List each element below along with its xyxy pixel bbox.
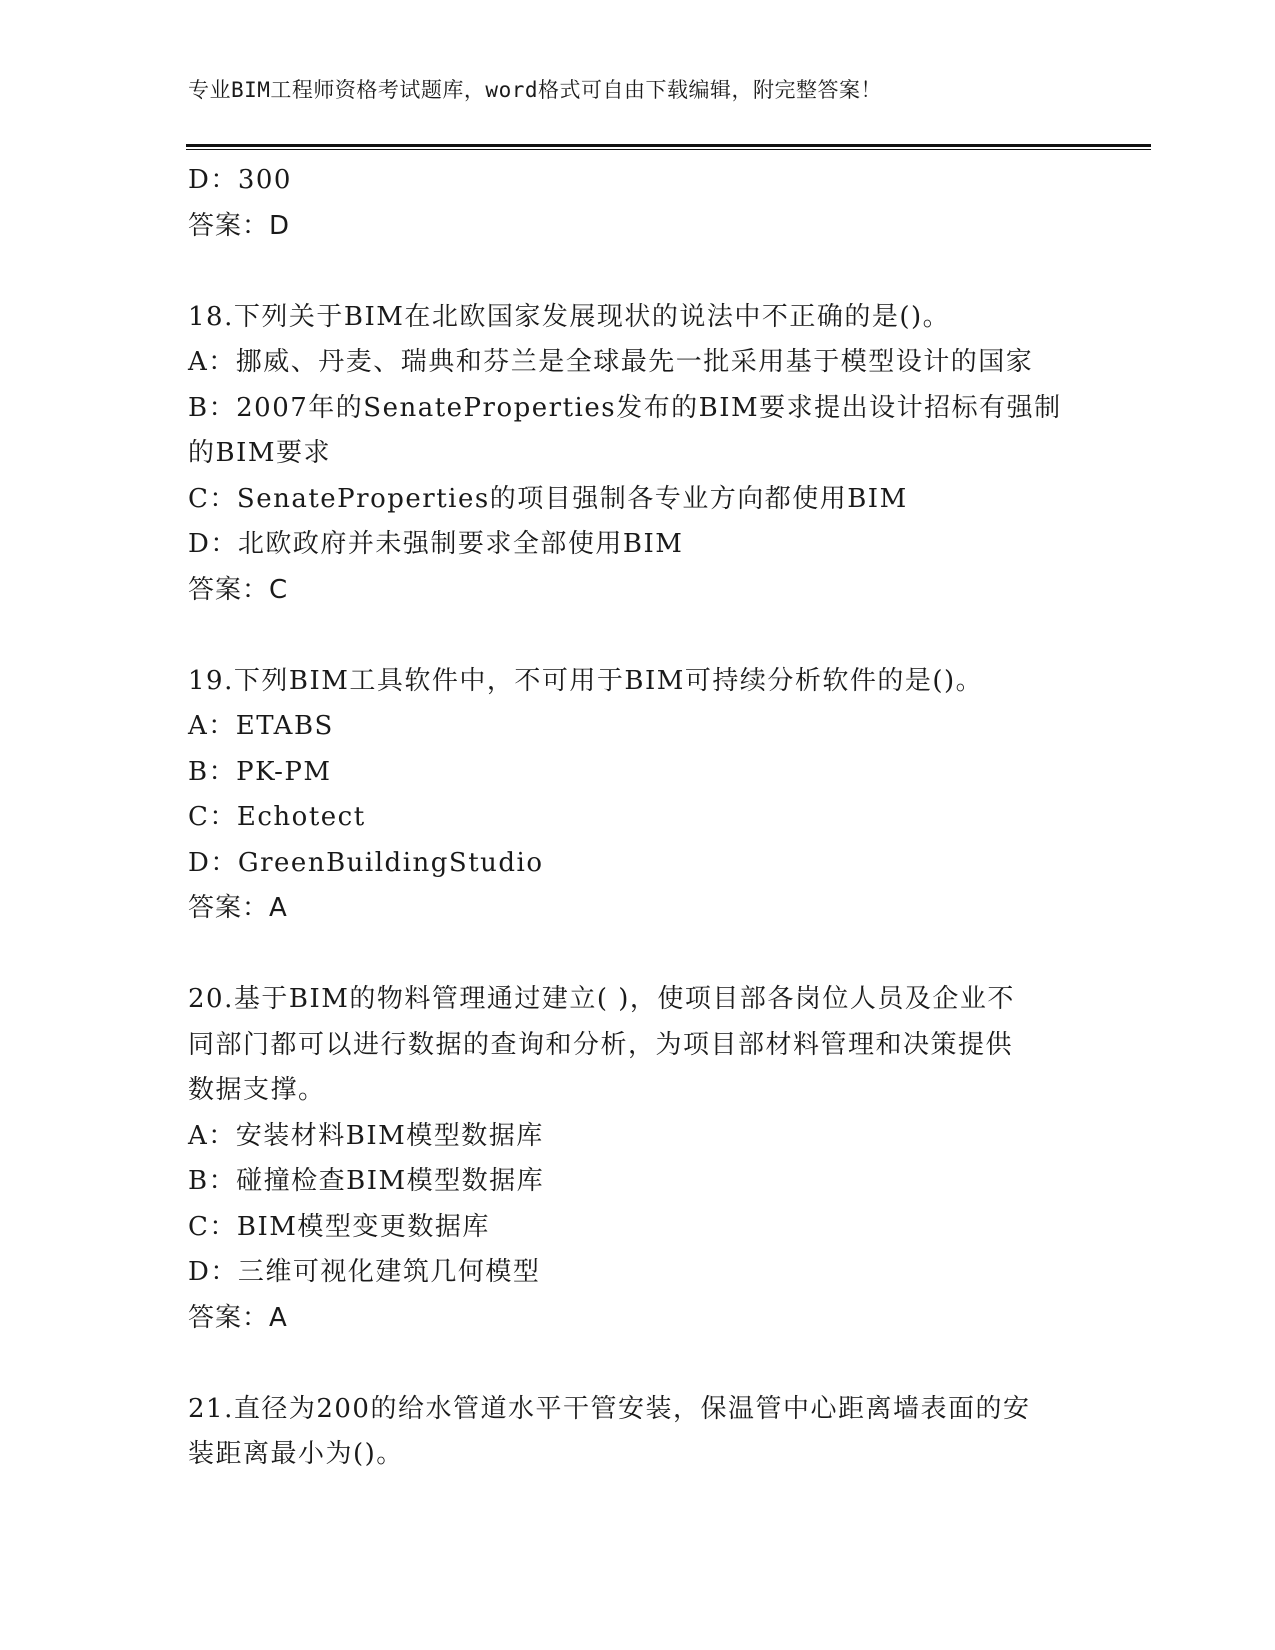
question-17-tail [188,158,1088,249]
question-text: 19.下列BIM工具软件中，不可用于BIM可持续分析软件的是()。 [188,665,984,696]
option-d: D：北欧政府并未强制要求全部使用BIM [188,529,684,559]
header-rule-thick [186,144,1151,147]
option-d: D：三维可视化建筑几何模型 [188,1257,541,1287]
header-rule-thin [186,149,1151,150]
option-a: A：挪威、丹麦、瑞典和芬兰是全球最先一批采用基于模型设计的国家 [188,347,1034,377]
spacer [188,932,1088,978]
question-text-continued: 装距离最小为()。 [188,1439,404,1469]
answer: 答案：A [188,1302,288,1333]
option-a: A：ETABS [188,711,334,741]
page-header: 专业BIM工程师资格考试题库，word格式可自由下载编辑，附完整答案！ [188,78,882,102]
option-b: B：碰撞检查BIM模型数据库 [188,1166,545,1196]
option-b: B：2007年的SenateProperties发布的BIM要求提出设计招标有强制 [188,392,1062,423]
option-a: A：安装材料BIM模型数据库 [188,1120,544,1151]
question-19 [188,659,1088,932]
answer: 答案：C [188,574,289,605]
question-20 [188,977,1088,1341]
document-body [188,158,1088,1478]
option-b: B：PK-PM [188,756,332,787]
question-text-continued: 同部门都可以进行数据的查询和分析，为项目部材料管理和决策提供 [188,1029,1014,1060]
spacer [188,613,1088,659]
option-d: D：GreenBuildingStudio [188,847,544,878]
question-21 [188,1387,1088,1478]
question-text-continued: 数据支撑。 [188,1075,326,1105]
question-18 [188,295,1088,614]
answer: 答案：A [188,893,288,923]
question-text: 18.下列关于BIM在北欧国家发展现状的说法中不正确的是()。 [188,301,951,332]
option-c: C：SenateProperties的项目强制各专业方向都使用BIM [188,483,908,514]
spacer [188,249,1088,295]
option-c: C：BIM模型变更数据库 [188,1211,490,1242]
option-b-continued: 的BIM要求 [188,438,331,468]
answer: 答案：D [188,210,291,241]
option-d: D：300 [188,165,292,195]
option-c: C：Echotect [188,802,366,832]
spacer [188,1341,1088,1387]
question-text: 21.直径为200的给水管道水平干管安装，保温管中心距离墙表面的安 [188,1393,1031,1424]
question-text: 20.基于BIM的物料管理通过建立( )，使项目部各岗位人员及企业不 [188,984,1015,1014]
